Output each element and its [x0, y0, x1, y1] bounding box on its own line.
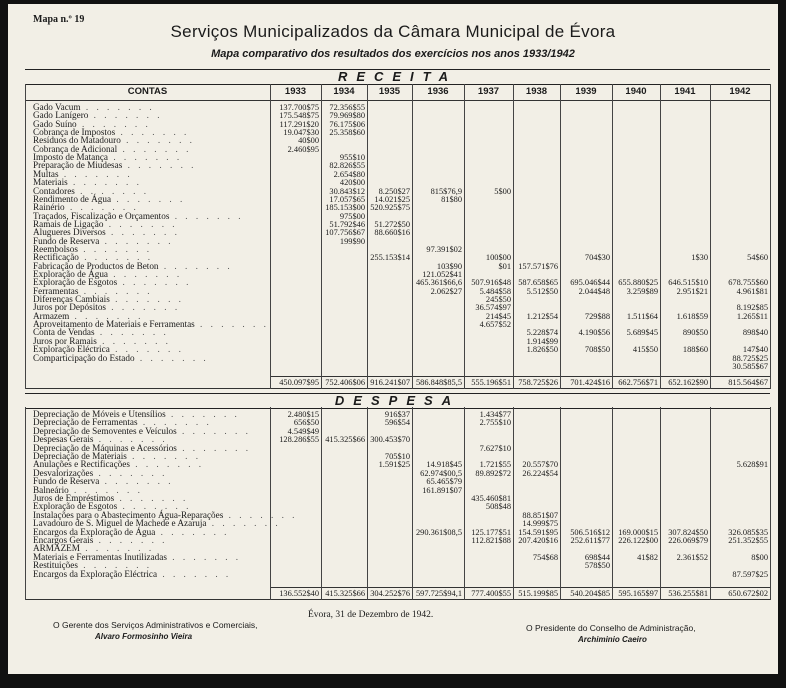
dot-leader: . . . . . . .	[129, 459, 205, 470]
receita-cell: 729$88	[584, 311, 610, 321]
dot-leader: . . . . . . .	[80, 102, 155, 112]
dot-leader: . . . . . . .	[77, 560, 153, 571]
receita-cell: 1.826$50	[526, 345, 558, 355]
despesa-row-label-text: Depreciação de Semoventes e Veículos	[33, 425, 177, 436]
dot-leader: . . . . . . .	[108, 269, 183, 279]
receita-cell: 245$50	[485, 295, 511, 305]
receita-row-label-text: Rainério	[33, 202, 65, 213]
despesa-cell: 2.755$10	[479, 418, 511, 428]
despesa-cell: 88.851$07	[522, 510, 558, 520]
receita-row-label-text: Ferramentas	[33, 285, 79, 296]
despesa-cell: 1.721$55	[479, 460, 511, 470]
receita-cell: 5.512$50	[526, 286, 558, 296]
despesa-cell: 226.122$00	[618, 536, 658, 545]
receita-cell: 465.361$66,6	[415, 278, 462, 288]
column-rule	[367, 84, 368, 389]
receita-cell: 8.192$85	[736, 303, 768, 313]
receita-row-label-text: Imposto de Matança	[33, 152, 109, 163]
dot-leader: . . . . . . .	[93, 434, 168, 445]
despesa-total-cell: 597.725$94,1	[415, 589, 462, 598]
year-header-1935: 1935	[378, 86, 401, 97]
receita-cell: 975$00	[339, 211, 365, 221]
despesa-cell: 415.325$66	[325, 435, 365, 445]
despesa-row-label-text: Exploração de Esgotos	[33, 501, 118, 512]
receita-cell: 76.175$06	[329, 119, 365, 129]
receita-total-bottom-rule	[25, 388, 770, 389]
receita-cell: 5$00	[494, 186, 511, 196]
column-rule	[270, 407, 271, 600]
dot-leader: . . . . . . .	[78, 285, 153, 296]
dot-leader: . . . . . . .	[74, 185, 150, 196]
despesa-cell: 435.460$81	[471, 494, 511, 503]
receita-cell: 121.052$41	[422, 270, 462, 279]
despesa-cell: 89.892$72	[475, 468, 511, 478]
year-header-1940: 1940	[625, 86, 647, 97]
receita-cell: 2.062$27	[430, 286, 462, 296]
receita-row-label-text: Gado Lanígero	[33, 110, 89, 121]
receita-row-label-text: Cobrança de Adicional	[33, 143, 118, 154]
receita-cell: 587.658$65	[518, 278, 558, 288]
despesa-row-label-text: Encargos da Exploração Eléctrica	[33, 568, 158, 579]
dot-leader: . . . . . . .	[68, 484, 143, 495]
footer-date: Évora, 31 de Dezembro de 1942.	[308, 610, 434, 620]
dot-leader: . . . . . . .	[158, 260, 233, 271]
year-header-1937: 1937	[477, 86, 500, 97]
receita-total-cell: 652.162$90	[668, 378, 708, 387]
page-title: Serviços Municipalizados da Câmara Municipal de Évora	[170, 22, 616, 41]
receita-cell: 19.047$30	[283, 128, 319, 138]
receita-total-cell: 662.756$71	[618, 378, 658, 387]
receita-total-cell: 752.406$06	[325, 378, 365, 387]
despesa-cell: 4.549$49	[287, 426, 319, 436]
despesa-row-label-text: Anulações e Rectificações	[33, 459, 130, 470]
receita-cell: 695.046$44	[570, 278, 610, 288]
receita-cell: 890$50	[682, 328, 708, 338]
column-rule	[513, 84, 514, 389]
receita-cell: 4.657$52	[479, 320, 511, 330]
dot-leader: . . . . . . .	[93, 467, 168, 478]
receita-cell: 655.880$25	[618, 278, 658, 288]
despesa-total-cell: 536.255$81	[668, 589, 708, 598]
receita-cell: 2.460$95	[287, 144, 319, 154]
despesa-cell: 87.597$25	[732, 569, 768, 579]
column-rule	[612, 84, 613, 389]
column-rule	[367, 407, 368, 600]
dot-leader: . . . . . . .	[117, 501, 192, 512]
receita-cell: 255.153$14	[370, 253, 410, 263]
dot-leader: . . . . . . .	[120, 135, 195, 146]
despesa-row-label-text: Depreciação de Ferramentas	[33, 417, 138, 428]
dot-leader: . . . . . . .	[166, 551, 242, 562]
footer-left-signature: Alvaro Formosinho Vieira	[95, 632, 193, 641]
column-rule	[770, 84, 771, 389]
receita-cell: 2.044$48	[578, 286, 610, 296]
despesa-cell: 112.821$88	[471, 536, 511, 545]
receita-cell: 1.914$99	[526, 336, 558, 346]
receita-cell: 199$90	[339, 236, 365, 246]
receita-cell: 79.969$80	[329, 111, 365, 121]
column-rule	[412, 84, 413, 389]
footer-left-role: O Gerente dos Serviços Administrativos e Comerciais,	[53, 620, 258, 630]
receita-row-label-text: Armazem	[33, 310, 70, 321]
despesa-cell: 916$37	[384, 410, 410, 419]
receita-total-rule	[270, 376, 770, 377]
despesa-cell: 169.000$15	[618, 527, 658, 537]
despesa-heading: DESPESA	[25, 393, 770, 409]
despesa-cell: 128.286$55	[279, 435, 319, 445]
receita-row-label-text: Cobrança de Impostos	[33, 127, 116, 138]
dot-leader: . . . . . . .	[94, 327, 169, 338]
despesa-cell: 5.628$91	[736, 460, 768, 470]
receita-cell: 51.792$46	[329, 219, 365, 229]
column-rule	[321, 407, 322, 600]
column-rule	[710, 84, 711, 389]
despesa-row-label-text: Encargos da Exploração de Água	[33, 526, 156, 537]
year-header-1939: 1939	[575, 86, 597, 97]
receita-row-label-text: Exploração Eléctrica	[33, 344, 110, 355]
despesa-row-label-text: Balneário	[33, 484, 69, 495]
dot-leader: . . . . . . .	[157, 568, 232, 579]
receita-total-cell: 758.725$26	[518, 378, 558, 387]
receita-total-cell: 916.241$07	[370, 378, 410, 387]
receita-cell: 103$90	[436, 261, 462, 271]
column-rule	[25, 84, 26, 389]
despesa-total-cell: 540.204$85	[570, 589, 610, 598]
despesa-total-bottom-rule	[25, 599, 770, 600]
dot-leader: . . . . . . .	[76, 118, 151, 129]
despesa-cell: 8$00	[751, 552, 768, 562]
column-rule	[660, 84, 661, 389]
receita-row-label-text: Alugueres Diversos	[33, 227, 106, 238]
despesa-cell: 596$54	[384, 418, 410, 428]
receita-row-label-text: Juros por Depósitos	[33, 302, 106, 313]
year-header-1938: 1938	[525, 86, 548, 97]
dot-leader: . . . . . . .	[109, 294, 184, 305]
receita-row-label-text: Juros por Ramais	[33, 335, 97, 346]
receita-cell: 898$40	[742, 328, 768, 338]
despesa-cell: 754$68	[532, 552, 558, 562]
receita-cell: 2.654$80	[333, 169, 365, 179]
receita-cell: 100$00	[485, 253, 511, 263]
dot-leader: . . . . . . .	[109, 344, 184, 355]
receita-cell: 5.689$45	[626, 328, 658, 338]
dot-leader: . . . . . . .	[67, 177, 142, 188]
despesa-cell: 65.465$79	[426, 477, 462, 487]
despesa-total-cell: 650.672$02	[728, 589, 768, 598]
despesa-row-label-text: Depreciação de Máquinas e Acessórios	[33, 442, 177, 453]
year-header-1933: 1933	[284, 86, 307, 97]
despesa-total-cell: 136.552$40	[279, 589, 319, 598]
receita-cell: 708$50	[584, 345, 610, 355]
receita-cell: 3.259$89	[626, 286, 658, 296]
column-rule	[270, 84, 271, 389]
receita-cell: 175.548$75	[279, 111, 319, 121]
year-header-1936: 1936	[427, 86, 449, 97]
despesa-cell: 698$44	[584, 552, 610, 562]
column-rule	[710, 407, 711, 600]
receita-cell: 40$00	[298, 136, 319, 146]
despesa-row-label-text: Instalações para o Abastecimento Água-Reparações	[33, 509, 224, 520]
column-rule	[464, 407, 465, 600]
map-number: Mapa n.º 19	[33, 14, 85, 25]
dot-leader: . . . . . . .	[108, 152, 183, 163]
despesa-cell: 41$82	[637, 552, 658, 562]
dot-leader: . . . . . . .	[165, 409, 240, 419]
header-rule	[25, 100, 770, 101]
receita-row-label-text: Ramais de Ligação	[33, 218, 104, 229]
dot-leader: . . . . . . .	[106, 302, 181, 313]
dot-leader: . . . . . . .	[194, 319, 269, 330]
receita-cell: $01	[498, 261, 511, 271]
dot-leader: . . . . . . .	[96, 335, 171, 346]
receita-cell: 420$00	[339, 178, 365, 188]
despesa-cell: 2.480$15	[287, 410, 319, 419]
receita-cell: 704$30	[584, 253, 610, 263]
receita-cell: 30.843$12	[329, 186, 365, 196]
receita-total-cell: 586.848$85,5	[415, 378, 462, 387]
receita-row-label-text: Resíduos do Matadouro	[33, 135, 121, 146]
despesa-row-label-text: Materiais e Ferramentas Inutilizadas	[33, 551, 167, 562]
document-page	[8, 4, 778, 674]
dot-leader: . . . . . . .	[99, 476, 174, 487]
receita-cell: 117.291$20	[279, 119, 319, 129]
receita-cell: 188$60	[682, 345, 708, 355]
despesa-cell: 1.434$77	[479, 410, 511, 419]
despesa-cell: 307.824$50	[668, 527, 708, 537]
dot-leader: . . . . . . .	[105, 227, 180, 238]
receita-row-label-text: Preparação de Miudesas	[33, 160, 123, 171]
dot-leader: . . . . . . .	[93, 535, 168, 545]
dot-leader: . . . . . . .	[206, 518, 281, 529]
column-rule	[321, 84, 322, 389]
despesa-row-label-text: Depreciação de Móveis e Utensílios	[33, 409, 166, 419]
dot-leader: . . . . . . .	[88, 110, 163, 121]
receita-cell: 185.153$00	[325, 203, 365, 213]
despesa-row-label-text: ARMAZEM	[33, 543, 80, 554]
receita-cell: 1$30	[691, 253, 708, 263]
receita-cell: 107.756$67	[325, 228, 365, 238]
receita-cell: 678.755$60	[728, 278, 768, 288]
despesa-total-cell: 304.252$76	[370, 589, 410, 598]
despesa-total-cell: 515.199$85	[518, 589, 558, 598]
receita-row-label-text: Comparticipação do Estado	[33, 352, 135, 363]
receita-row-label	[33, 354, 265, 363]
despesa-cell: 207.420$16	[518, 536, 558, 545]
despesa-cell: 14.918$45	[426, 460, 462, 470]
despesa-cell: 300.453$70	[370, 435, 410, 445]
column-rule	[770, 407, 771, 600]
receita-cell: 815$76,9	[430, 186, 462, 196]
receita-cell: 14.021$25	[374, 194, 410, 204]
dot-leader: . . . . . . .	[115, 127, 190, 138]
page-subtitle: Mapa comparativo dos resultados dos exercícios nos anos 1933/1942	[211, 48, 575, 60]
receita-cell: 147$40	[742, 345, 768, 355]
receita-row-label-text: Rendimento de Água	[33, 193, 112, 204]
receita-cell: 1.618$59	[676, 311, 708, 321]
despesa-total-cell: 415.325$66	[325, 589, 365, 598]
receita-cell: 25.358$60	[329, 128, 365, 138]
receita-cell: 88.725$25	[732, 353, 768, 363]
receita-cell: 17.057$65	[329, 194, 365, 204]
receita-cell: 955$10	[339, 153, 365, 163]
receita-cell: 5.228$74	[526, 328, 558, 338]
receita-heading: RECEITA	[25, 69, 770, 85]
despesa-row-label-text: Despesas Gerais	[33, 434, 94, 445]
despesa-cell: 578$50	[584, 561, 610, 571]
despesa-cell: 705$10	[384, 452, 410, 461]
despesa-cell: 508$48	[485, 502, 511, 512]
receita-cell: 8.250$27	[378, 186, 410, 196]
receita-cell: 1.511$64	[626, 311, 658, 321]
despesa-row-label-text: Fundo de Reserva	[33, 476, 100, 487]
despesa-cell: 2.361$52	[676, 552, 708, 562]
receita-cell: 520.925$75	[370, 203, 410, 213]
receita-cell: 1.212$54	[526, 311, 558, 321]
receita-row-label-text: Contadores	[33, 185, 75, 196]
dot-leader: . . . . . . .	[103, 218, 178, 229]
receita-cell: 646.515$10	[668, 278, 708, 288]
despesa-cell: 656$50	[293, 418, 319, 428]
year-header-1941: 1941	[674, 86, 696, 97]
despesa-row-label	[33, 570, 265, 579]
column-rule	[412, 407, 413, 600]
dot-leader: . . . . . . .	[122, 160, 197, 171]
receita-cell: 4.190$56	[578, 328, 610, 338]
despesa-cell: 251.352$55	[728, 536, 768, 545]
receita-row-label-text: Multas	[33, 168, 59, 179]
dot-leader: . . . . . . .	[117, 143, 192, 154]
contas-header: CONTAS	[127, 86, 168, 97]
despesa-row-label-text: Depreciação de Materiais	[33, 451, 127, 461]
receita-row-label-text: Exploração de Água	[33, 269, 108, 279]
dot-leader: . . . . . . .	[99, 235, 174, 246]
despesa-cell: 20.557$70	[522, 460, 558, 470]
dot-leader: . . . . . . .	[155, 526, 230, 537]
receita-cell: 82.826$55	[329, 161, 365, 171]
dot-leader: . . . . . . .	[78, 252, 154, 263]
dot-leader: . . . . . . .	[137, 417, 212, 428]
dot-leader: . . . . . . .	[111, 193, 186, 204]
receita-cell: 2.951$21	[676, 286, 708, 296]
despesa-row-label-text: Juros de Empréstimos	[33, 493, 115, 503]
receita-total-cell: 450.097$95	[279, 378, 319, 387]
receita-row-label-text: Aproveitamento de Materiais e Ferramentas	[33, 319, 195, 330]
despesa-cell: 154.591$95	[518, 527, 558, 537]
despesa-cell: 14.999$75	[522, 519, 558, 529]
dot-leader: . . . . . . .	[176, 442, 252, 453]
column-rule	[560, 407, 561, 600]
receita-row-label-text: Conta de Vendas	[33, 327, 95, 338]
receita-cell: 97.391$02	[426, 244, 462, 254]
despesa-total-cell: 595.165$97	[618, 589, 658, 598]
despesa-total-rule	[270, 587, 770, 588]
receita-cell: 51.272$50	[374, 219, 410, 229]
receita-row-label-text: Fabricação de Productos de Beton	[33, 260, 159, 271]
receita-cell: 415$50	[632, 345, 658, 355]
receita-cell: 54$60	[747, 253, 768, 263]
receita-cell: 1.265$11	[736, 311, 768, 321]
despesa-cell: 62.974$00,5	[420, 468, 462, 478]
despesa-cell: 252.611$77	[570, 536, 610, 545]
dot-leader: . . . . . . .	[126, 451, 202, 461]
despesa-cell: 7.627$10	[479, 443, 511, 453]
despesa-cell: 161.891$07	[422, 485, 462, 495]
column-rule	[513, 407, 514, 600]
despesa-row-label-text: Desvalorizações	[33, 467, 94, 478]
despesa-cell: 326.085$35	[728, 527, 768, 537]
receita-row-label-text: Diferenças Cambiais	[33, 294, 110, 305]
dot-leader: . . . . . . .	[69, 310, 144, 321]
receita-row-label-text: Exploração de Esgotos	[33, 277, 118, 288]
receita-cell: 157.571$76	[518, 261, 558, 271]
receita-row-label-text: Rectificação	[33, 252, 79, 263]
dot-leader: . . . . . . .	[134, 352, 209, 363]
receita-cell: 5.484$58	[479, 286, 511, 296]
dot-leader: . . . . . . .	[79, 543, 155, 554]
receita-cell: 30.585$67	[732, 361, 768, 371]
receita-cell: 137.700$75	[279, 103, 319, 112]
receita-row-label-text: Traçados, Fiscalização e Orçamentos	[33, 210, 170, 221]
column-rule	[612, 407, 613, 600]
dot-leader: . . . . . . .	[176, 425, 251, 436]
dot-leader: . . . . . . .	[223, 509, 298, 520]
receita-cell: 4.961$81	[736, 286, 768, 296]
despesa-cell: 506.516$12	[570, 527, 610, 537]
despesa-cell: 290.361$08,5	[415, 527, 462, 537]
receita-cell: 88.660$16	[374, 228, 410, 238]
receita-cell: 507.916$48	[471, 278, 511, 288]
year-header-1934: 1934	[333, 86, 355, 97]
receita-total-cell: 701.424$16	[570, 378, 610, 387]
receita-cell: 214$45	[485, 311, 511, 321]
despesa-total-cell: 777.400$55	[471, 589, 511, 598]
receita-cell: 36.574$97	[475, 303, 511, 313]
dot-leader: . . . . . . .	[169, 210, 244, 221]
receita-total-cell: 815.564$67	[728, 378, 768, 387]
receita-row-label-text: Fundo de Reserva	[33, 235, 100, 246]
footer-right-signature: Archiminio Caeiro	[578, 635, 647, 644]
despesa-cell: 26.224$54	[522, 468, 558, 478]
despesa-cell: 125.177$51	[471, 527, 511, 537]
despesa-row-label-text: Encargos Gerais	[33, 535, 94, 545]
receita-row-label-text: Gado Vacum	[33, 102, 81, 112]
year-header-1942: 1942	[729, 86, 751, 97]
column-rule	[560, 84, 561, 389]
dot-leader: . . . . . . .	[64, 202, 139, 213]
dot-leader: . . . . . . .	[58, 168, 133, 179]
column-rule	[25, 407, 26, 600]
column-rule	[464, 84, 465, 389]
receita-total-cell: 555.196$51	[471, 378, 511, 387]
dot-leader: . . . . . . .	[114, 493, 189, 503]
despesa-row-label-text: Lavadouro de S. Miguel de Machede e Azaruja	[33, 518, 207, 529]
receita-row-label-text: Reembolsos	[33, 243, 78, 254]
despesa-row-label-text: Restituições	[33, 560, 78, 571]
column-rule	[660, 407, 661, 600]
receita-row-label-text: Gado Suíno	[33, 118, 77, 129]
receita-cell: 72.356$55	[329, 103, 365, 112]
dot-leader: . . . . . . .	[77, 243, 153, 254]
despesa-cell: 1.591$25	[378, 460, 410, 470]
despesa-cell: 226.069$79	[668, 536, 708, 545]
footer-right-role: O Presidente do Conselho de Administração,	[526, 623, 696, 633]
receita-cell: 81$80	[441, 194, 462, 204]
dot-leader: . . . . . . .	[117, 277, 192, 288]
receita-row-label-text: Materiais	[33, 177, 68, 188]
